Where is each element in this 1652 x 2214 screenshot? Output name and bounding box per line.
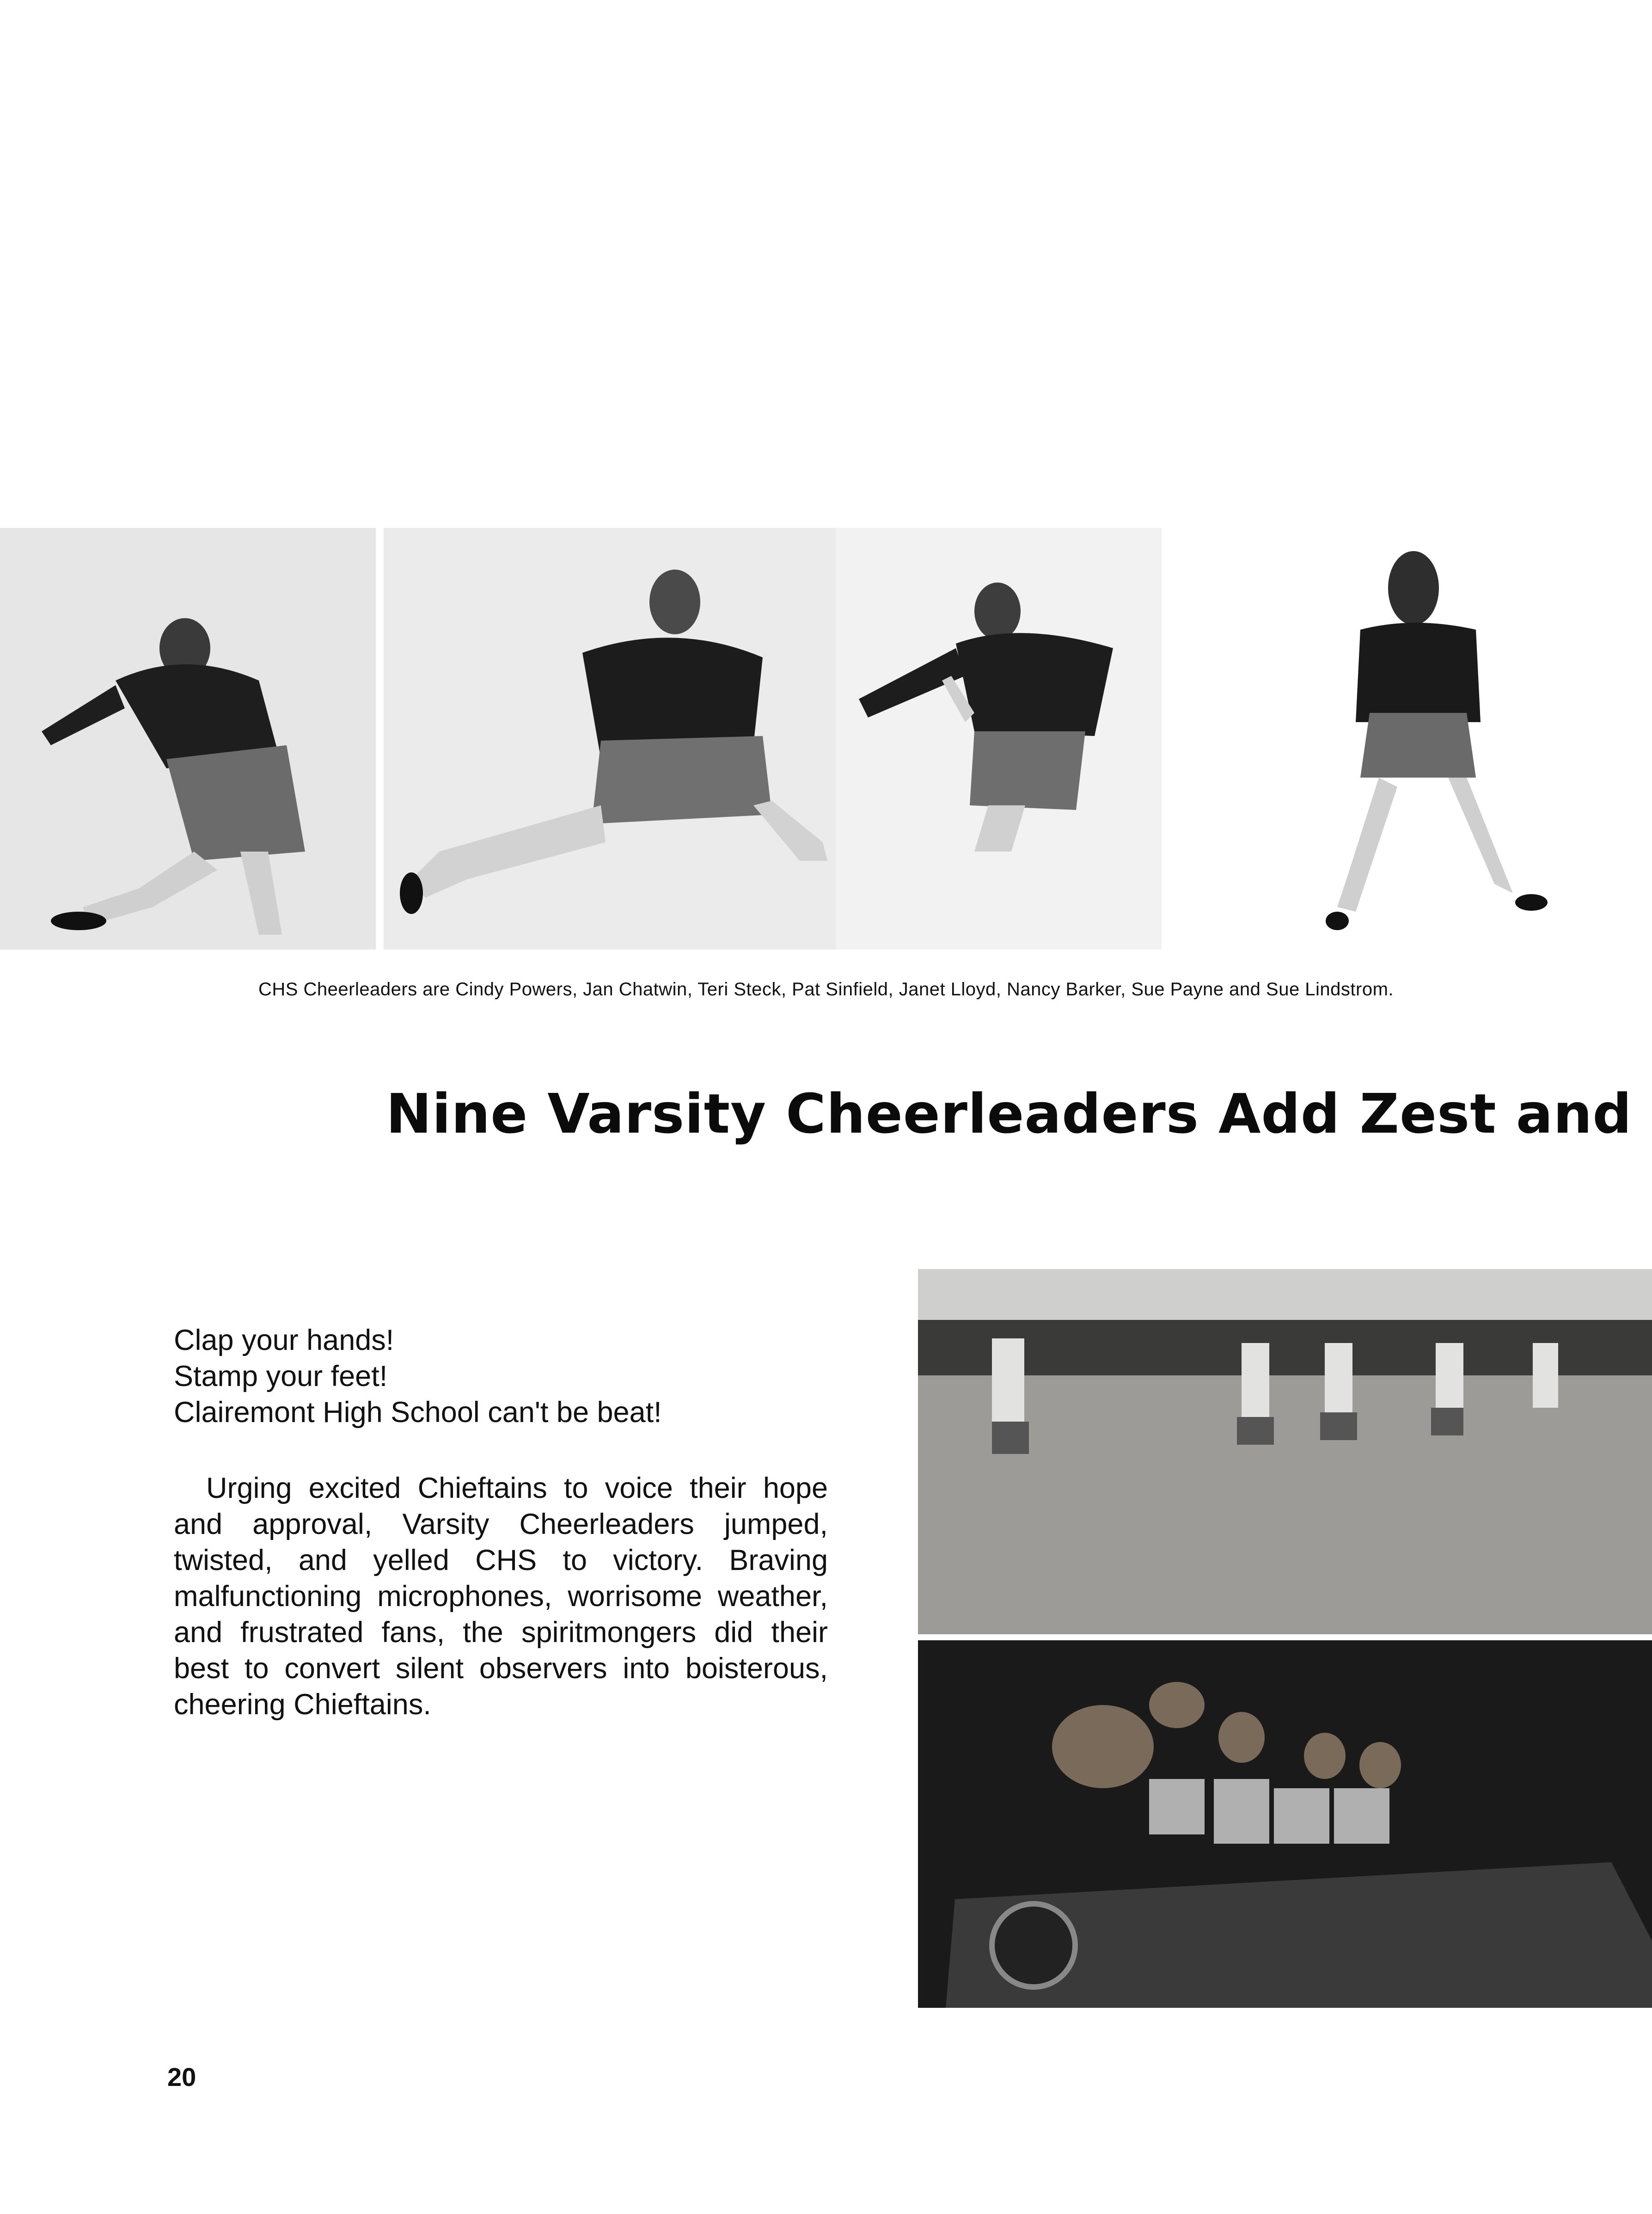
page-number: 20 — [167, 2062, 196, 2091]
photo-caption: CHS Cheerleaders are Cindy Powers, Jan Chatwin, Teri Steck, Pat Sinfield, Janet Lloyd, Nancy Barker, Sue Payne and Sue Lindstrom. — [258, 979, 1394, 1000]
cheerleaders-on-car-photo — [918, 1640, 1652, 2008]
split-jump-cheerleader-photo — [384, 528, 836, 950]
chant-line: Clairemont High School can't be beat! — [174, 1396, 662, 1429]
chant-line: Clap your hands! — [174, 1324, 394, 1356]
article-body: Urging excited Chieftains to voice their hope and approval, Varsity Cheerleaders jumped, twisted, and yelled CHS to victory. Braving malfunctioning microphones, worrisome weather, and frustrated fans, the spiritmongers did their best to convert silent observers into boisterous, cheering Chieftains. — [174, 1472, 828, 1721]
jumping-cheerleader-photo — [0, 528, 376, 950]
cheer-chant — [174, 1322, 867, 1430]
twist-jump-cheerleader-photo — [836, 528, 1162, 950]
chant-line: Stamp your feet! — [174, 1360, 388, 1392]
star-jump-cheerleader-photo — [1162, 528, 1652, 950]
cheerleaders-on-field-photo — [918, 1269, 1652, 1634]
page-headline: Nine Varsity Cheerleaders Add Zest and — [386, 1082, 1632, 1146]
